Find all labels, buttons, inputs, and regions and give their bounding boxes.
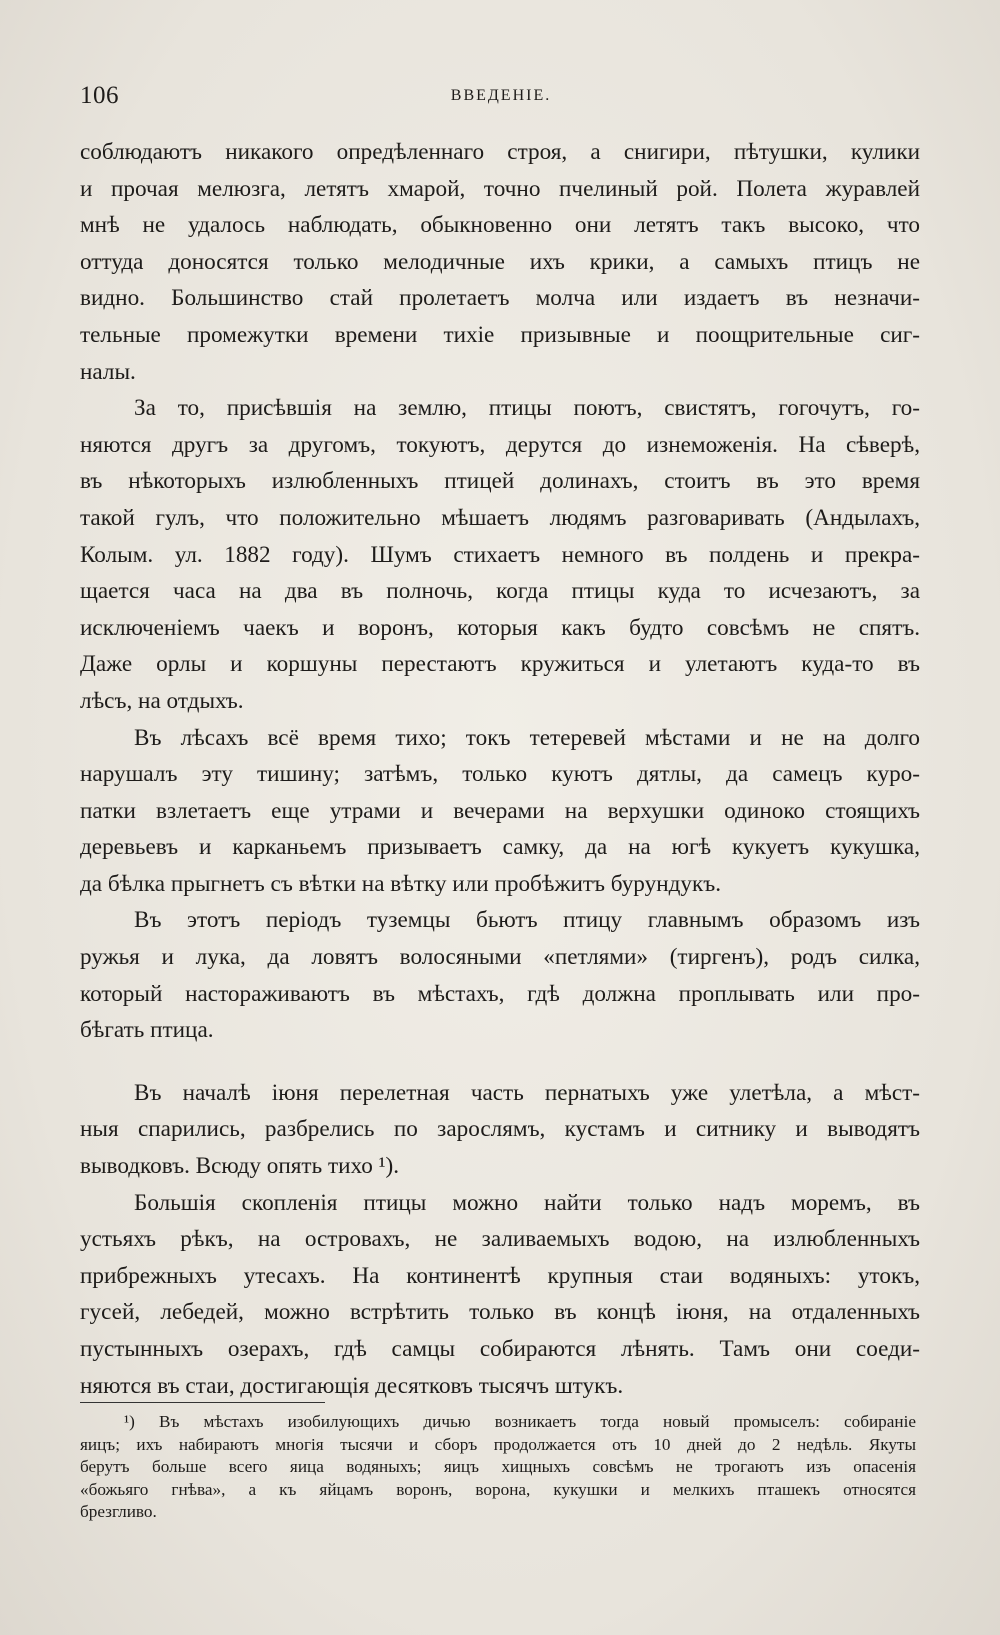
footnote-line: ¹) Въ мѣстахъ изобилующихъ дичью возникаетъ тогда новый промыселъ: собираніе <box>124 1412 916 1431</box>
page-header <box>80 82 922 112</box>
paragraph <box>80 134 920 390</box>
text-line: такой гулъ, что положительно мѣшаетъ людямъ разговаривать (Андылахъ, <box>80 504 920 531</box>
text-line: пустынныхъ озерахъ, гдѣ самцы собираются лѣнять. Тамъ они соеди- <box>80 1336 920 1362</box>
text-line: лѣсъ, на отдыхъ. <box>80 687 244 714</box>
text-line: да бѣлка прыгнетъ съ вѣтки на вѣтку или пробѣжитъ бурундукъ. <box>80 870 722 897</box>
text-line: За то, присѣвшія на землю, птицы поютъ, свистятъ, гогочутъ, го- <box>134 395 920 422</box>
running-head: ВВЕДЕНІЕ. <box>450 87 552 104</box>
paragraph <box>80 902 920 1048</box>
text-line: Въ началѣ іюня перелетная часть пернатыхъ уже улетѣла, а мѣст- <box>134 1079 920 1106</box>
text-line: патки взлетаетъ еще утрами и вечерами на верхушки одиноко стоящихъ <box>80 797 920 824</box>
text-line: мнѣ не удалось наблюдать, обыкновенно они летятъ такъ высоко, что <box>80 212 920 239</box>
footnote-line: берутъ больше всего яица водяныхъ; яицъ хищныхъ совсѣмъ не трогаютъ изъ опасенія <box>80 1457 916 1476</box>
page-number: 106 <box>80 82 119 109</box>
body-text <box>80 134 920 1404</box>
text-line: няются другъ за другомъ, токуютъ, дерутся до изнеможенія. На сѣверѣ, <box>80 431 920 458</box>
text-line: устьяхъ рѣкъ, на островахъ, не заливаемыхъ водою, на излюбленныхъ <box>80 1226 920 1253</box>
text-line: и прочая мелюзга, летятъ хмарой, точно пчелиный рой. Полета журавлей <box>80 175 920 202</box>
footnote-line: брезгливо. <box>80 1502 157 1521</box>
text-line: въ нѣкоторыхъ излюбленныхъ птицей долинахъ, стоитъ въ это время <box>80 468 920 495</box>
paragraph <box>80 1185 920 1405</box>
text-line: соблюдаютъ никакого опредѣленнаго строя, а снигири, пѣтушки, кулики <box>80 139 920 165</box>
text-line: деревьевъ и карканьемъ призываетъ самку, да на югѣ кукуетъ кукушка, <box>80 834 920 861</box>
paragraph <box>80 1075 920 1185</box>
text-line: видно. Большинство стай пролетаетъ молча или издаетъ въ незначи- <box>80 285 920 312</box>
text-line: нарушалъ эту тишину; затѣмъ, только куютъ дятлы, да самецъ куро- <box>80 761 920 788</box>
text-line: ныя спарились, разбрелись по зарослямъ, кустамъ и ситнику и выводятъ <box>80 1116 920 1143</box>
footnotes <box>80 1411 916 1524</box>
text-line: тельные промежутки времени тихіе призывные и поощрительные сиг- <box>80 321 920 348</box>
text-line: Колым. ул. 1882 году). Шумъ стихаетъ немного въ полдень и прекра- <box>80 541 920 568</box>
paragraph-gap <box>80 1049 920 1075</box>
footnote-line: «божьяго гнѣва», а къ яйцамъ воронъ, ворона, кукушки и мелкихъ пташекъ относятся <box>80 1479 916 1499</box>
text-line: бѣгать птица. <box>80 1017 214 1044</box>
text-line: няются въ стаи, достигающія десятковъ тысячъ штукъ. <box>80 1372 624 1399</box>
text-line: который настораживаютъ въ мѣстахъ, гдѣ должна проплывать или про- <box>80 980 920 1007</box>
text-line: Большія скопленія птицы можно найти только надъ моремъ, въ <box>134 1189 920 1216</box>
text-line: щается часа на два въ полночь, когда птицы куда то исчезаютъ, за <box>80 578 920 605</box>
text-line: Въ лѣсахъ всё время тихо; токъ тетеревей мѣстами и не на долго <box>134 724 920 751</box>
text-line: выводковъ. Всюду опять тихо ¹). <box>80 1153 400 1180</box>
text-line: Даже орлы и коршуны перестаютъ кружиться и улетаютъ куда-то въ <box>80 651 920 678</box>
text-line: Въ этотъ періодъ туземцы бьютъ птицу главнымъ образомъ изъ <box>134 907 920 934</box>
footnote-line: яицъ; ихъ набираютъ многія тысячи и сборъ продолжается отъ 10 дней до 2 недѣль. Якуты <box>80 1434 916 1454</box>
paragraph <box>80 390 920 719</box>
text-line: ружья и лука, да ловятъ волосяными «петлями» (тиргенъ), родъ силка, <box>80 944 920 971</box>
text-line: оттуда доносятся только мелодичные ихъ крики, а самыхъ птицъ не <box>80 248 920 275</box>
footnote-rule <box>80 1402 325 1403</box>
text-line: прибрежныхъ утесахъ. На континентѣ крупныя стаи водяныхъ: утокъ, <box>80 1262 920 1289</box>
paragraph <box>80 720 920 903</box>
text-line: гусей, лебедей, можно встрѣтить только въ концѣ іюня, на отдаленныхъ <box>80 1299 920 1326</box>
text-line: налы. <box>80 358 136 385</box>
text-line: исключеніемъ чаекъ и воронъ, которыя какъ будто совсѣмъ не спятъ. <box>80 614 920 641</box>
